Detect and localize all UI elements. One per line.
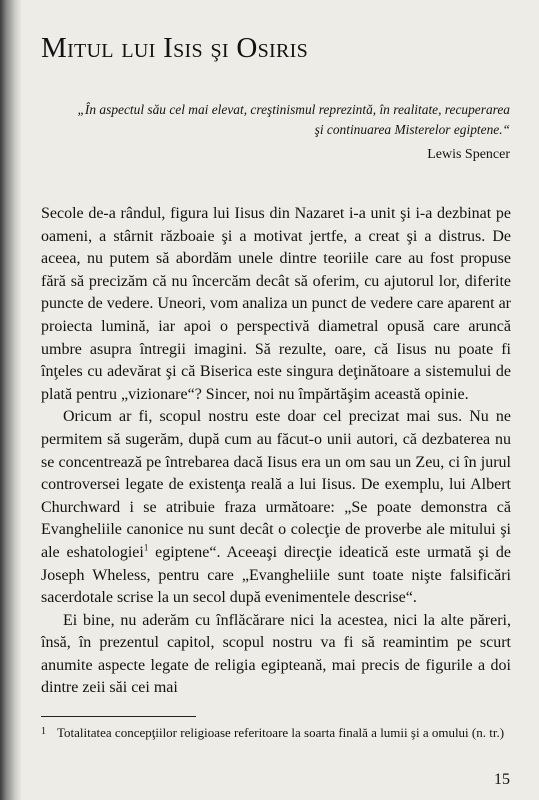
- footnote-reference[interactable]: 1: [143, 542, 149, 553]
- footnote-text: Totalitatea concepţiilor religioase referitoare la soarta finală a lumii şi a omului (n. tr.): [57, 725, 505, 740]
- epigraph-quote: „În aspectul său cel mai elevat, creştinismul reprezintă, în realitate, recuperarea şi continuarea Misterelor egiptene.“: [77, 102, 510, 137]
- footnote: [41, 724, 511, 742]
- body-text: [41, 203, 511, 700]
- paragraph-3: Ei bine, nu aderăm cu înflăcărare nici la acestea, nici la alte păreri, însă, în prezentul capitol, scopul nostru va fi să reamintim pe scurt anumite aspecte legate de religia egipteană, mai precis de figurile a doi dintre zeii săi cei mai: [41, 611, 511, 697]
- paragraph-2-text-b: egiptene“. Aceeaşi direcţie ideatică este urmată şi de Joseph Wheless, pentru care „Evangheliile sunt toate nişte falsificări sacerdotale scrise la un secol după evenimentele descrise“.: [41, 543, 512, 607]
- chapter-title: Mitul lui Isis şi Osiris: [41, 32, 309, 64]
- epigraph-author: Lewis Spencer: [427, 147, 510, 162]
- footnote-divider: [41, 716, 196, 717]
- paragraph-2: [41, 406, 511, 609]
- paragraph-1: Secole de-a rândul, figura lui Iisus din Nazaret i-a unit şi i-a dezbinat pe oameni, a stârnit războaie şi a motivat jertfe, a creat şi a distrus. De aceea, nu putem să abordăm unele dintre teoriile care au fost propuse fără să precizăm că nu încercăm decât să oferim, cu ajutorul lor, diferite puncte de vedere. Uneori, vom analiza un punct de vedere care aparent ar proiecta lumină, iar apoi o perspectivă diametral opusă care aruncă umbre asupra întregii imagini. Să rezulte, oare, că Iisus nu poate fi înţeles cu adevărat şi că Biserica este singura deţinătoare a sistemului de plată pentru „vizionare“? Sincer, noi nu împărtăşim această opinie.: [41, 205, 511, 403]
- footnote-marker: 1: [41, 726, 46, 737]
- paragraph-2-text-a: Oricum ar fi, scopul nostru este doar cel precizat mai sus. Nu ne permitem să sugerăm, după cum au făcut-o unii autori, că dezbaterea nu se concentrează pe întrebarea dacă Iisus era un om sau un Zeu, ci în jurul controversei legate de existenţa reală a lui Iisus. De exemplu, lui Albert Churchward i se atribuie fraza următoare: „Se poate demonstra că Evangheliile canonice nu sunt decât o colecţie de proverbe ale mitului şi ale eshatologiei: [41, 408, 511, 561]
- page-number: 15: [494, 771, 510, 788]
